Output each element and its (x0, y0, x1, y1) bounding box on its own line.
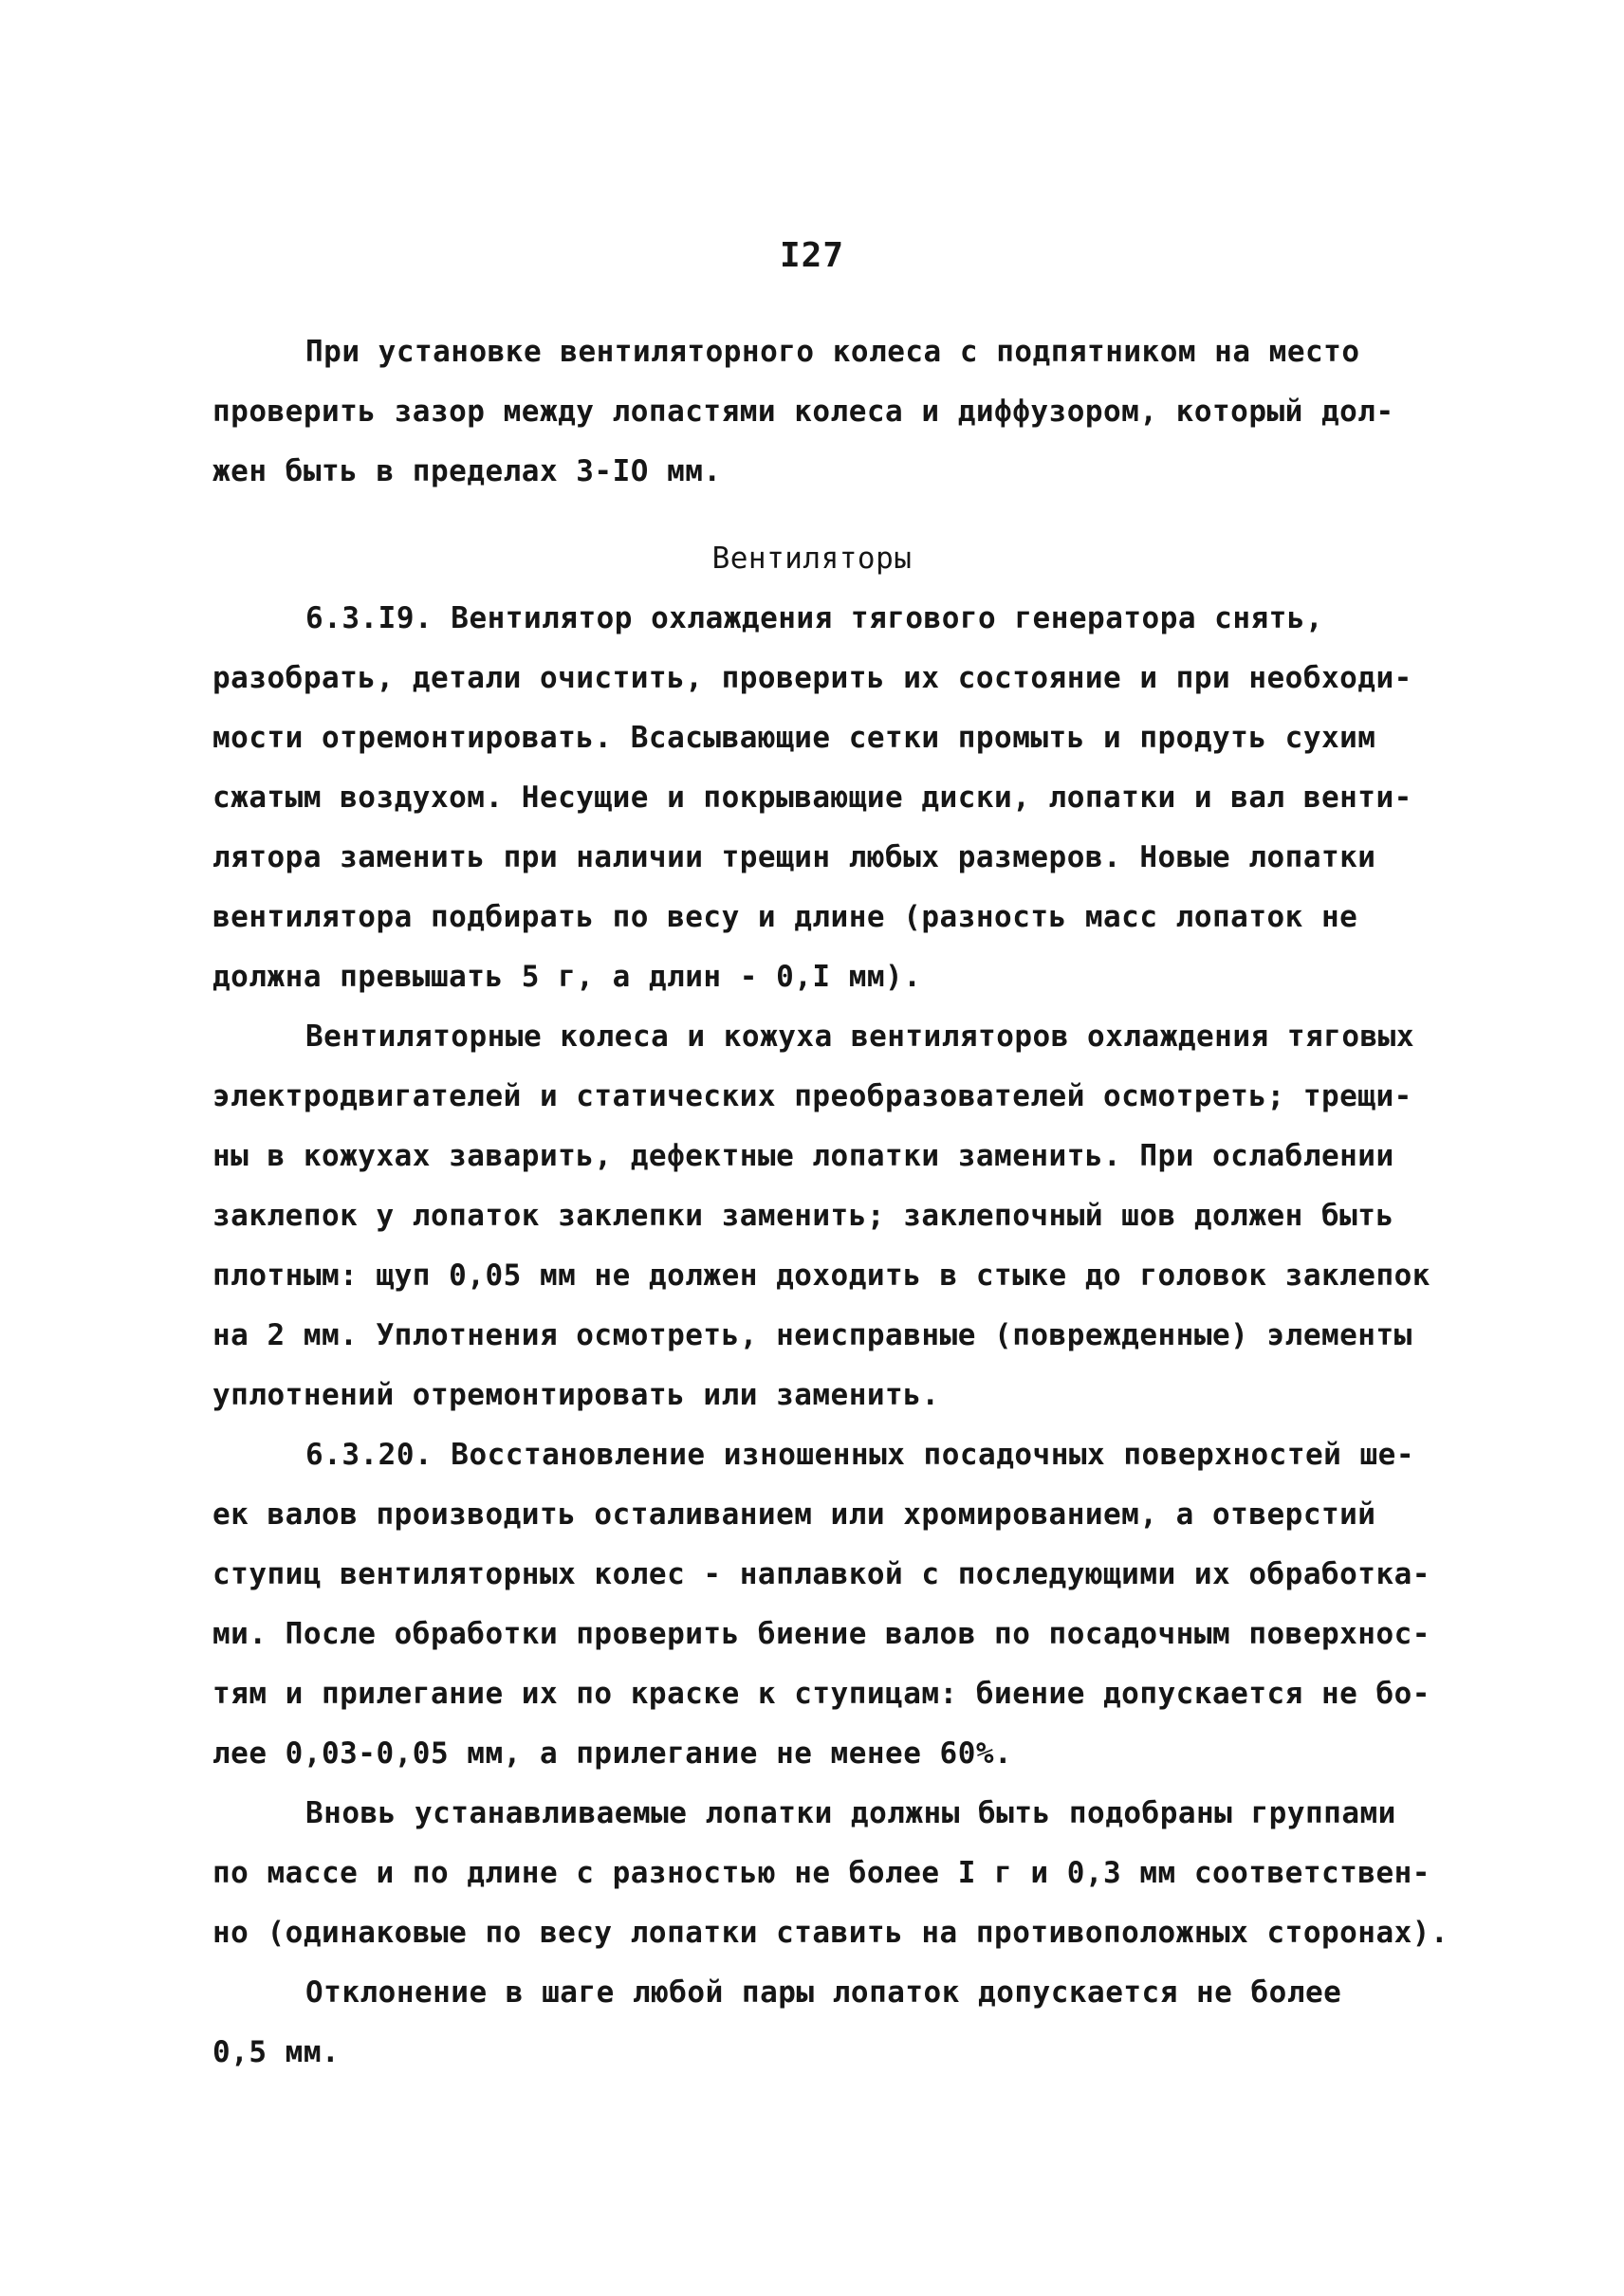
paragraph-line: Вентиляторные колеса и кожуха вентиляторов охлаждения тяговых (305, 1019, 1414, 1054)
paragraph-line: тям и прилегание их по краске к ступицам: биение допускается не бо- (212, 1677, 1430, 1711)
paragraph-line: Отклонение в шаге любой пары лопаток допускается не более (305, 1975, 1342, 2010)
paragraph-line: 6.3.20. Восстановление изношенных посадочных поверхностей ше- (305, 1438, 1414, 1472)
paragraph-line: Вновь устанавливаемые лопатки должны быть подобраны группами (305, 1796, 1396, 1830)
intro-line: жен быть в пределах 3-IO мм. (212, 454, 722, 488)
paragraph-line: лее 0,03-0,05 мм, а прилегание не менее 60%. (212, 1736, 1013, 1771)
paragraph-line: по массе и по длине с разностью не более I г и 0,3 мм соответствен- (212, 1856, 1430, 1890)
paragraph-blade-groups (212, 1784, 1455, 1963)
paragraph-line: мости отремонтировать. Всасывающие сетки промыть и продуть сухим (212, 721, 1376, 755)
paragraph-line: ми. После обработки проверить биение валов по посадочным поверхнос- (212, 1617, 1430, 1651)
paragraph-6-3-19 (212, 589, 1455, 1007)
paragraph-line: лятора заменить при наличии трещин любых размеров. Новые лопатки (212, 840, 1376, 874)
section-title: Вентиляторы (711, 542, 913, 576)
paragraph-line: ек валов производить осталиванием или хромированием, а отверстий (212, 1497, 1376, 1532)
intro-line: При установке вентиляторного колеса с подпятником на место (305, 335, 1360, 369)
paragraph-line: заклепок у лопаток заклепки заменить; заклепочный шов должен быть (212, 1199, 1394, 1233)
paragraph-line: должна превышать 5 г, а длин - 0,I мм). (212, 960, 922, 994)
paragraph-line: сжатым воздухом. Несущие и покрывающие диски, лопатки и вал венти- (212, 781, 1412, 815)
paragraph-line: вентилятора подбирать по весу и длине (разность масс лопаток не (212, 900, 1358, 934)
paragraph-6-3-20 (212, 1425, 1455, 1784)
paragraph-line: но (одинаковые по весу лопатки ставить на противоположных сторонах). (212, 1916, 1449, 1950)
paragraph-fan-covers (212, 1007, 1455, 1425)
paragraph-line: 0,5 мм. (212, 2035, 341, 2069)
paragraph-line: ны в кожухах заварить, дефектные лопатки заменить. При ослаблении (212, 1139, 1394, 1173)
paragraph-line: плотным: щуп 0,05 мм не должен доходить в стыке до головок заклепок (212, 1258, 1430, 1293)
paragraph-line: уплотнений отремонтировать или заменить. (212, 1378, 940, 1412)
paragraph-line: электродвигателей и статических преобразователей осмотреть; трещи- (212, 1079, 1412, 1113)
paragraph-line: ступиц вентиляторных колес - наплавкой с последующими их обработка- (212, 1557, 1430, 1591)
paragraph-pitch-deviation (212, 1963, 1455, 2083)
paragraph-line: 6.3.I9. Вентилятор охлаждения тягового генератора снять, (305, 601, 1324, 635)
paragraph-line: разобрать, детали очистить, проверить их состояние и при необходи- (212, 661, 1412, 695)
page-number: I27 (779, 236, 845, 275)
intro-line: проверить зазор между лопастями колеса и диффузором, который дол- (212, 395, 1394, 429)
paragraph-line: на 2 мм. Уплотнения осмотреть, неисправные (поврежденные) элементы (212, 1318, 1412, 1352)
intro-paragraph (212, 322, 1455, 502)
